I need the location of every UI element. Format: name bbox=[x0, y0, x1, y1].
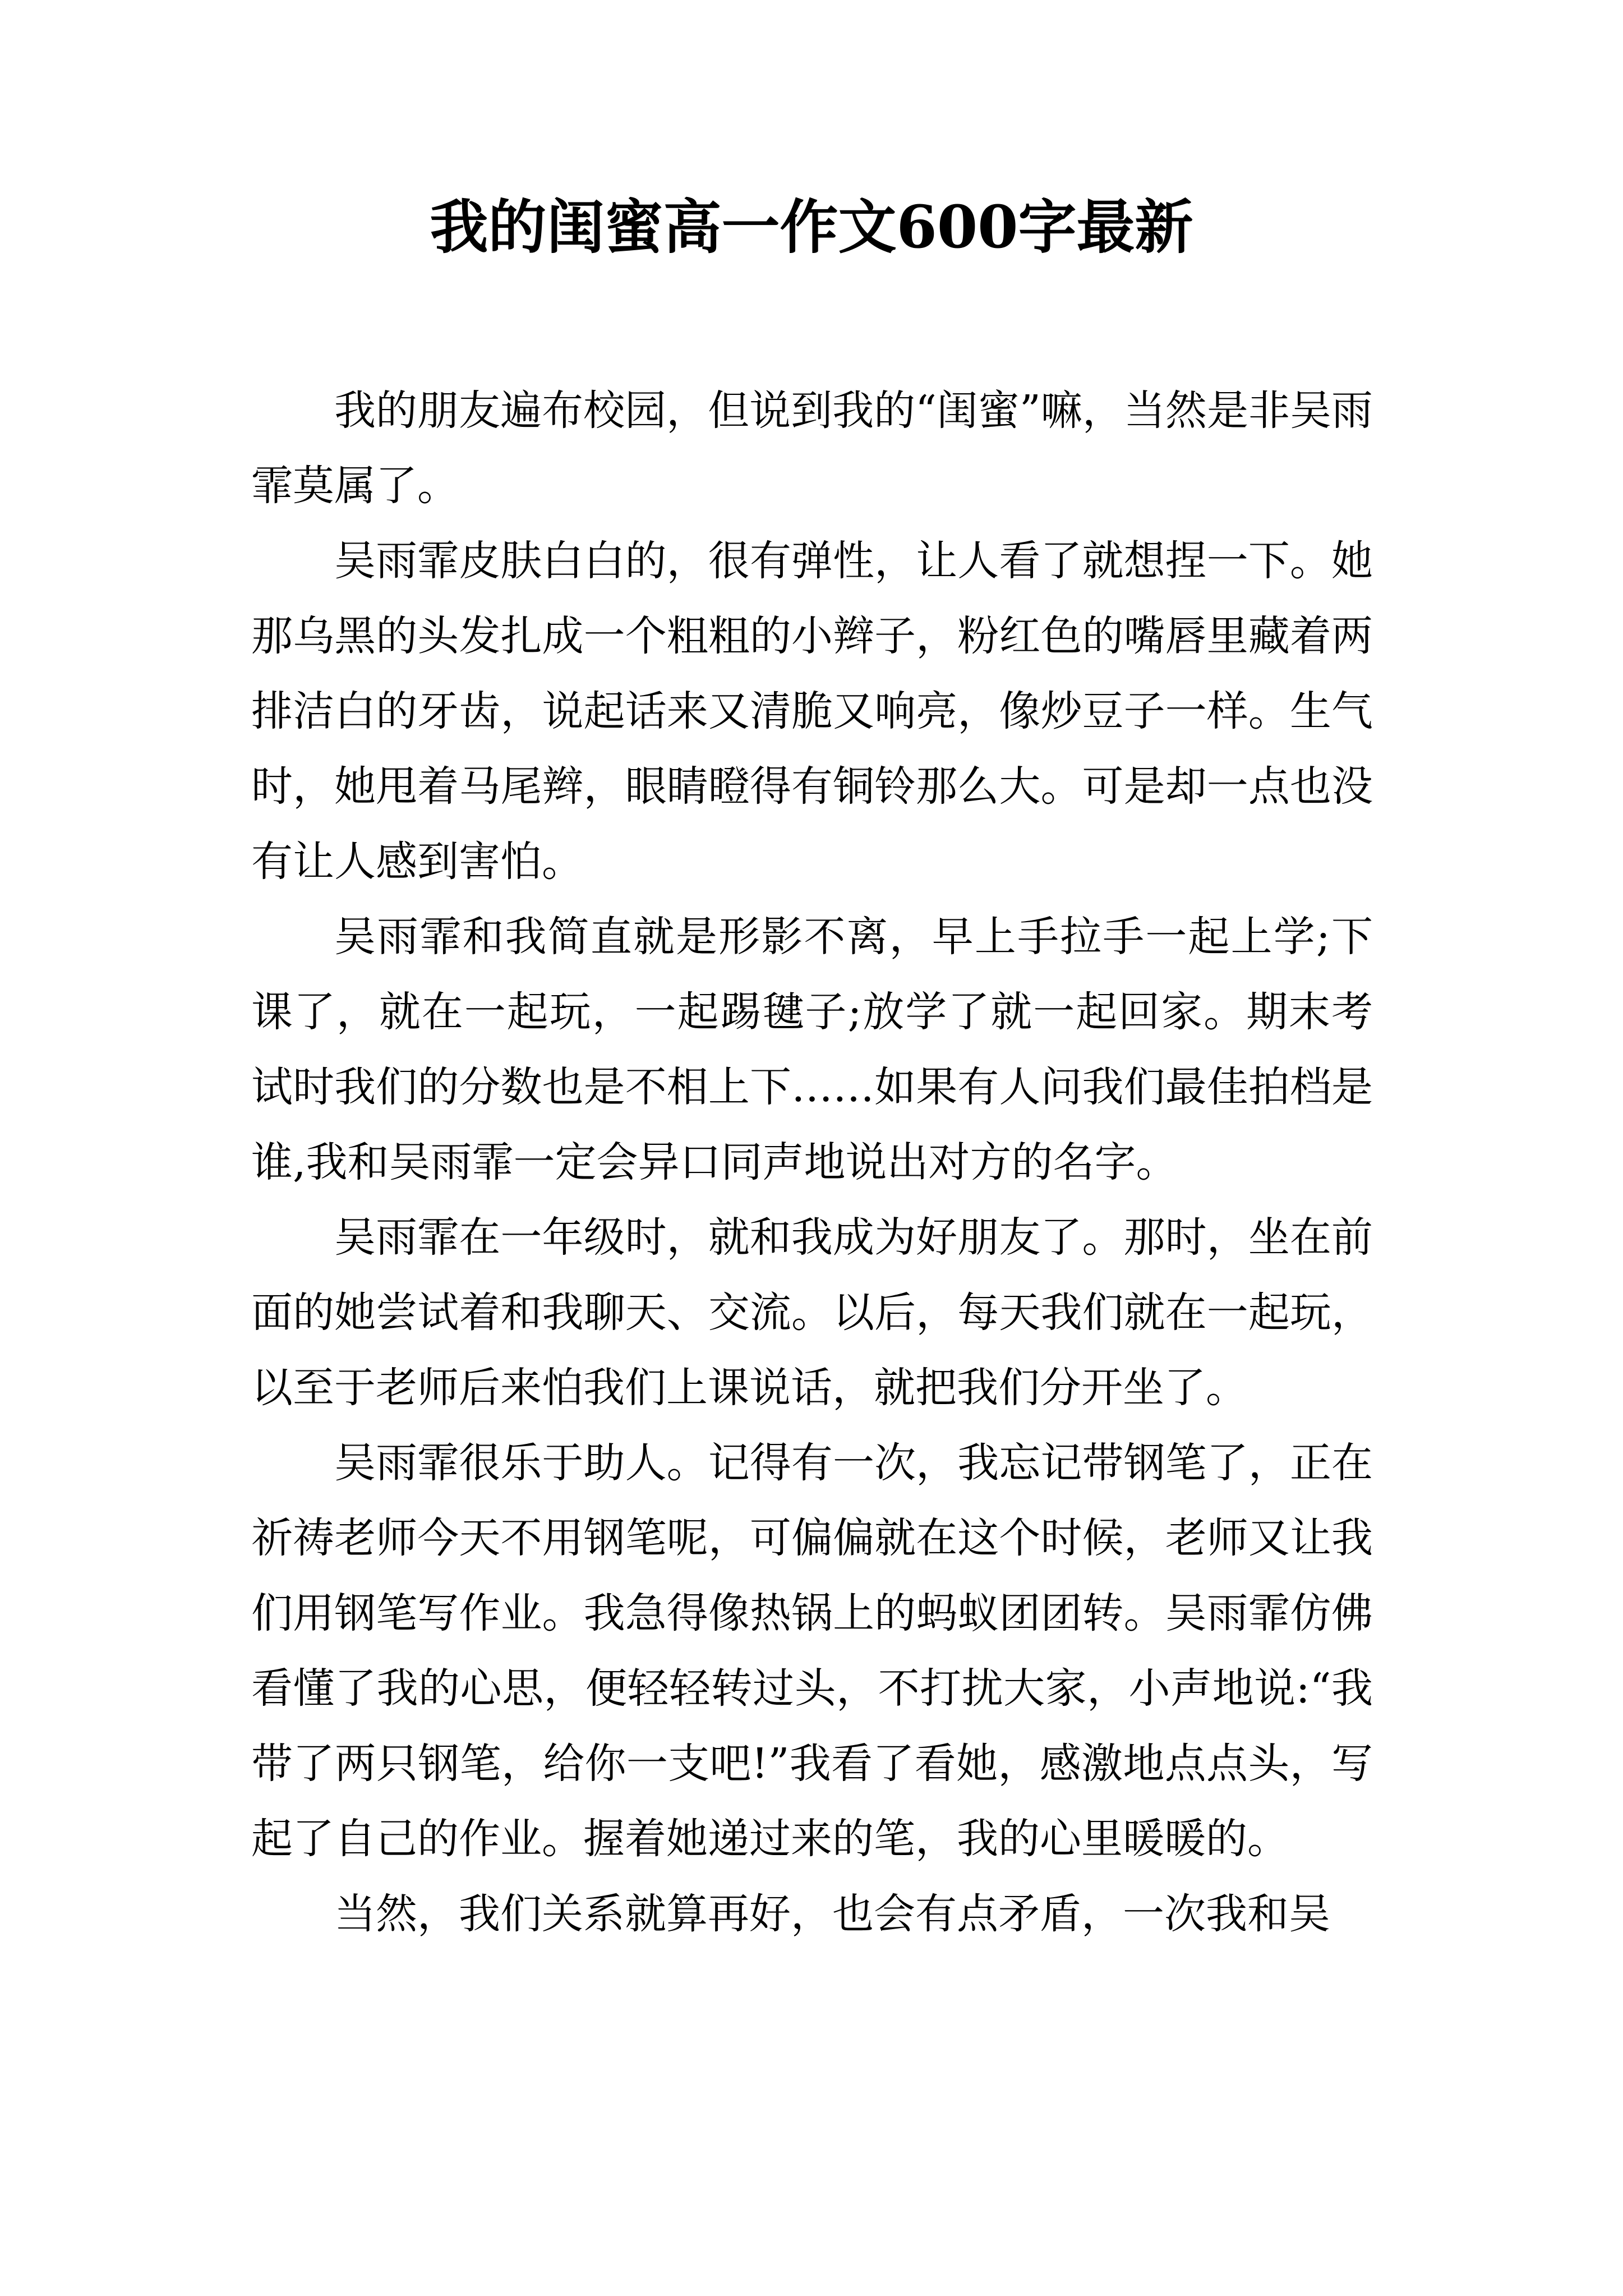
paragraph: 吴雨霏很乐于助人。记得有一次，我忘记带钢笔了，正在祈祷老师今天不用钢笔呢，可偏偏就在这个时候，老师又让我们用钢笔写作业。我急得像热锅上的蚂蚁团团转。吴雨霏仿佛看懂了我的心思，便轻轻转过头，不打扰大家，小声地说:“我带了两只钢笔，给你一支吧!”我看了看她，感激地点点头，写起了自己的作业。握着她递过来的笔，我的心里暖暖的。 bbox=[251, 1439, 1373, 1863]
paragraph: 吴雨霏和我简直就是形影不离，早上手拉手一起上学;下课了，就在一起玩，一起踢毽子;放学了就一起回家。期末考试时我们的分数也是不相上下……如果有人问我们最佳拍档是谁,我和吴雨霏一定会异口同声地说出对方的名字。 bbox=[251, 913, 1373, 1186]
document-title: 我的闺蜜高一作文600字最新 bbox=[430, 192, 1193, 261]
paragraph: 我的朋友遍布校园，但说到我的“闺蜜”嘛，当然是非吴雨霏莫属了。 bbox=[251, 386, 1373, 510]
paragraph: 当然，我们关系就算再好，也会有点矛盾，一次我和吴 bbox=[334, 1890, 1330, 1938]
paragraph: 吴雨霏在一年级时，就和我成为好朋友了。那时，坐在前面的她尝试着和我聊天、交流。以后，每天我们就在一起玩，以至于老师后来怕我们上课说话，就把我们分开坐了。 bbox=[251, 1213, 1373, 1412]
paragraph: 吴雨霏皮肤白白的，很有弹性，让人看了就想捏一下。她那乌黑的头发扎成一个粗粗的小辫子，粉红色的嘴唇里藏着两排洁白的牙齿，说起话来又清脆又响亮，像炒豆子一样。生气时，她甩着马尾辫，眼睛瞪得有铜铃那么大。可是却一点也没有让人感到害怕。 bbox=[251, 537, 1373, 886]
document-body bbox=[251, 373, 1373, 1952]
